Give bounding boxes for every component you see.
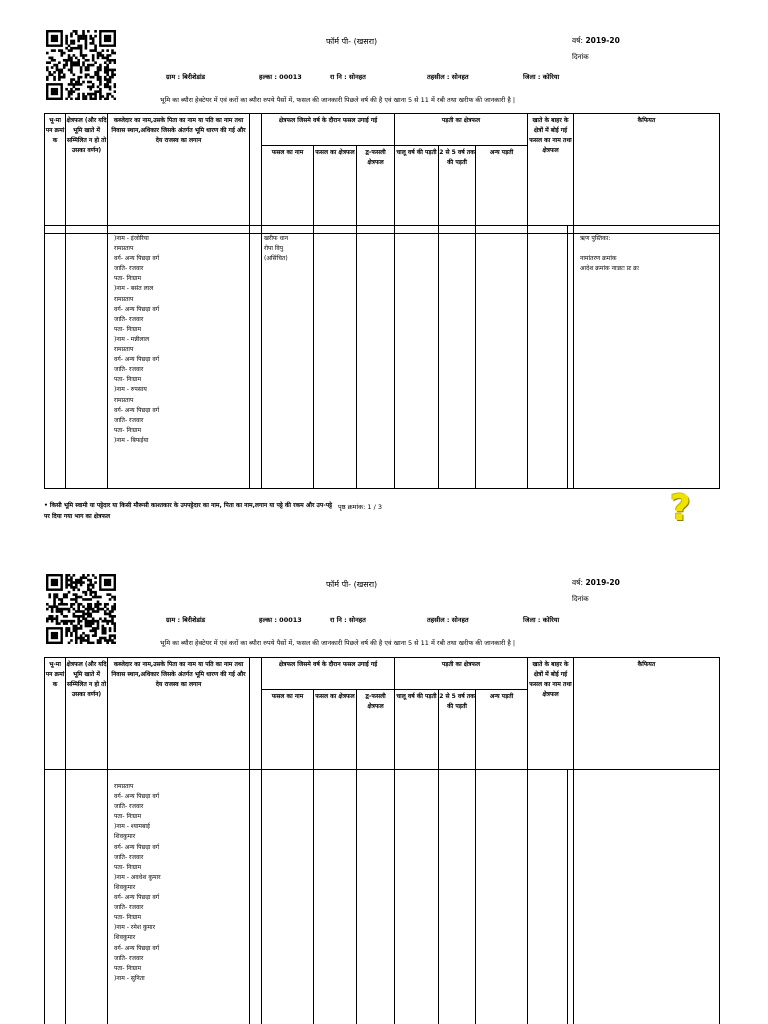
village: ग्राम : बिरीशेडांड bbox=[166, 73, 206, 81]
halka: हल्का : 00013 bbox=[259, 616, 302, 624]
khasra-table bbox=[44, 113, 720, 489]
col-other-fallow: अन्य पड़ती bbox=[476, 146, 528, 226]
owner-line: रामप्रताप bbox=[114, 396, 134, 404]
col-fallow-2-5: 2 से 5 वर्ष तक की पड़ती bbox=[439, 146, 476, 226]
col-khasra-number: भू-मा पन क्रमां क bbox=[45, 658, 66, 770]
col-crop-name: फसल का नाम bbox=[262, 690, 314, 770]
owner-line: जाति- रजवार bbox=[114, 954, 144, 962]
qr-code-icon bbox=[46, 30, 116, 100]
owner-line: )नाम - मन्नीलाल bbox=[114, 335, 150, 343]
year: वर्ष: 2019-20 bbox=[572, 578, 620, 587]
col-fallow-2-5: 2 से 5 वर्ष तक की पड़ती bbox=[439, 690, 476, 770]
owner-line: पता- निःग्राम bbox=[114, 325, 142, 333]
col-other-fallow: अन्य पड़ती bbox=[476, 690, 528, 770]
owner-line: जाति- रजवार bbox=[114, 366, 144, 374]
khasra-table bbox=[44, 657, 720, 1024]
owner-line: पता- निःग्राम bbox=[114, 813, 142, 821]
owner-line: जाति- रजवार bbox=[114, 416, 144, 424]
owner-line: रामप्रताप bbox=[114, 783, 134, 790]
col-fallow: पड़ती का क्षेत्रफल bbox=[395, 114, 528, 146]
page-number: पृष्ठ क्रमांक: 1 / 3 bbox=[338, 503, 382, 511]
owner-line: )नाम - बिफईया bbox=[114, 436, 149, 444]
col-outside-crop: खाते के बाहर के क्षेत्रों में बोई गई फसल का नाम तथा क्षेत्रफल bbox=[528, 114, 574, 226]
owner-line: पता- निःग्राम bbox=[114, 376, 142, 384]
owner-line: जाति- रजवार bbox=[114, 265, 144, 273]
owner-line: वर्ग- अन्य पिछड़ा वर्ग bbox=[114, 843, 160, 851]
col-fallow: पड़ती का क्षेत्रफल bbox=[395, 658, 528, 690]
owner-line: वर्ग- अन्य पिछड़ा वर्ग bbox=[114, 305, 160, 313]
col-current-fallow: चालू वर्ष की पड़ती bbox=[395, 146, 439, 226]
year: वर्ष: 2019-20 bbox=[572, 36, 620, 45]
form-page-2 bbox=[0, 570, 768, 1024]
owner-line: )नाम - सुनिता bbox=[114, 974, 145, 982]
owner-line: वर्ग- अन्य पिछड़ा वर्ग bbox=[114, 356, 160, 364]
form-note: भूमि का ब्यौरा हेक्टेयर में एवं करों का ब्यौरा रुपये पैसों में, फसल की जानकारी पिछले वर्ष की है एवं खाना 5 से 11 में रबी तथा खरीफ की जानकारी है | bbox=[160, 96, 516, 104]
question-mark-icon[interactable]: ? bbox=[670, 488, 691, 529]
owner-line: पता- निःग्राम bbox=[114, 275, 142, 283]
owner-line: पता- निःग्राम bbox=[114, 914, 142, 922]
crop-entry: खरीफ धान रोपा विपु (असिंचित) bbox=[262, 234, 314, 489]
col-area: क्षेत्रफल (और यदि भूमि खाते में सम्मिलित न हो तो उसका वर्णन) bbox=[66, 658, 108, 770]
owner-line: )नाम - इंजोरिया bbox=[114, 235, 149, 242]
col-remarks: कैफियत bbox=[574, 658, 720, 770]
owner-line: जाति- रजवार bbox=[114, 904, 144, 912]
revenue-inspector: रा नि : सोनहत bbox=[330, 73, 366, 81]
owner-line: रामप्रताप bbox=[114, 245, 134, 253]
owner-line: वर्ग- अन्य पिछड़ा वर्ग bbox=[114, 944, 160, 952]
tehsil: तहसील : सोनहत bbox=[427, 616, 469, 624]
owner-line: शिवकुमार bbox=[114, 883, 136, 891]
col-crop-area: क्षेत्रफल जिसमे वर्ष के दौरान फसल उगाई गई bbox=[262, 658, 395, 690]
owner-line: )नाम - अवधेश कुमार bbox=[114, 873, 161, 881]
owner-line: वर्ग- अन्य पिछड़ा वर्ग bbox=[114, 255, 160, 263]
revenue-inspector: रा नि : सोनहत bbox=[330, 616, 366, 624]
date-label: दिनांक bbox=[572, 595, 589, 603]
col-owner: कब्जेदार का नाम,उसके पिता का नाम या पति का नाम तथा निवास स्थान,अधिकार जिसके अंतर्गत भूमि धारण की गई और देय राजस्व का लगान bbox=[108, 658, 250, 770]
col-owner: कब्जेदार का नाम,उसके पिता का नाम या पति का नाम तथा निवास स्थान,अधिकार जिसके अंतर्गत भूमि धारण की गई और देय राजस्व का लगान bbox=[108, 114, 250, 226]
owner-line: पता- निःग्राम bbox=[114, 964, 142, 972]
owner-line: जाति- रजवार bbox=[114, 315, 144, 323]
col-blank bbox=[250, 658, 262, 770]
date-label: दिनांक bbox=[572, 53, 589, 61]
owner-line: )नाम - बसंत लाल bbox=[114, 285, 154, 293]
col-area: क्षेत्रफल (और यदि भूमि खाते में सम्मिलित न हो तो उसका वर्णन) bbox=[66, 114, 108, 226]
col-remarks: कैफियत bbox=[574, 114, 720, 226]
owner-line: वर्ग- अन्य पिछड़ा वर्ग bbox=[114, 793, 160, 801]
footnote: • किसी भूमि स्वामी या पट्टेदार या किसी मौरूसी काश्तकार के उपपट्टेदार का नाम, पिता का नाम,लगान या पट्टे की रकम और उप-पट्टे पर दिया गया भाग का क्षेत्रफल bbox=[44, 502, 333, 520]
col-crop-area-value: फसल का क्षेत्रफल bbox=[314, 146, 357, 226]
owner-line: रामप्रताप bbox=[114, 295, 134, 303]
district: जिला : कोरिया bbox=[523, 73, 560, 81]
owner-line: वर्ग- अन्य पिछड़ा वर्ग bbox=[114, 894, 160, 902]
owner-list bbox=[108, 234, 250, 489]
owner-line: )नाम - श्यामबाई bbox=[114, 823, 150, 831]
col-blank bbox=[250, 114, 262, 226]
owner-line: )नाम - रुपसाय bbox=[114, 386, 147, 394]
owner-line: रामप्रताप bbox=[114, 346, 134, 354]
district: जिला : कोरिया bbox=[523, 616, 560, 624]
owner-line: शिवकुमार bbox=[114, 833, 136, 841]
col-double-crop: द्व-फसली क्षेत्रफल bbox=[357, 146, 395, 226]
tehsil: तहसील : सोनहत bbox=[427, 73, 469, 81]
col-crop-area-value: फसल का क्षेत्रफल bbox=[314, 690, 357, 770]
owner-line: जाति- रजवार bbox=[114, 853, 144, 861]
remarks-entry: ऋण पुस्तिका: नामांतरण क्रमांक आदेश क्रमांक नाःक्रःः प्रः क्रः bbox=[574, 234, 720, 489]
owner-list bbox=[108, 770, 250, 1024]
form-title: फॉर्म पी- (खसरा) bbox=[326, 37, 378, 46]
col-crop-area: क्षेत्रफल जिसमे वर्ष के दौरान फसल उगाई गई bbox=[262, 114, 395, 146]
owner-line: पता- निःग्राम bbox=[114, 426, 142, 434]
col-crop-name: फसल का नाम bbox=[262, 146, 314, 226]
col-double-crop: द्व-फसली क्षेत्रफल bbox=[357, 690, 395, 770]
col-khasra-number: भू-मा पन क्रमां क bbox=[45, 114, 66, 226]
halka: हल्का : 00013 bbox=[259, 73, 302, 81]
owner-line: शिवकुमार bbox=[114, 934, 136, 942]
owner-line: )नाम - रमेश कुमार bbox=[114, 924, 156, 932]
owner-line: जाति- रजवार bbox=[114, 803, 144, 811]
col-outside-crop: खाते के बाहर के क्षेत्रों में बोई गई फसल का नाम तथा क्षेत्रफल bbox=[528, 658, 574, 770]
qr-code-icon bbox=[46, 574, 116, 644]
owner-line: पता- निःग्राम bbox=[114, 863, 142, 871]
village: ग्राम : बिरीशेडांड bbox=[166, 616, 206, 624]
owner-line: वर्ग- अन्य पिछड़ा वर्ग bbox=[114, 406, 160, 414]
col-current-fallow: चालू वर्ष की पड़ती bbox=[395, 690, 439, 770]
form-note: भूमि का ब्यौरा हेक्टेयर में एवं करों का ब्यौरा रुपये पैसों में, फसल की जानकारी पिछले वर्ष की है एवं खाना 5 से 11 में रबी तथा खरीफ की जानकारी है | bbox=[160, 639, 516, 647]
form-title: फॉर्म पी- (खसरा) bbox=[326, 580, 378, 589]
